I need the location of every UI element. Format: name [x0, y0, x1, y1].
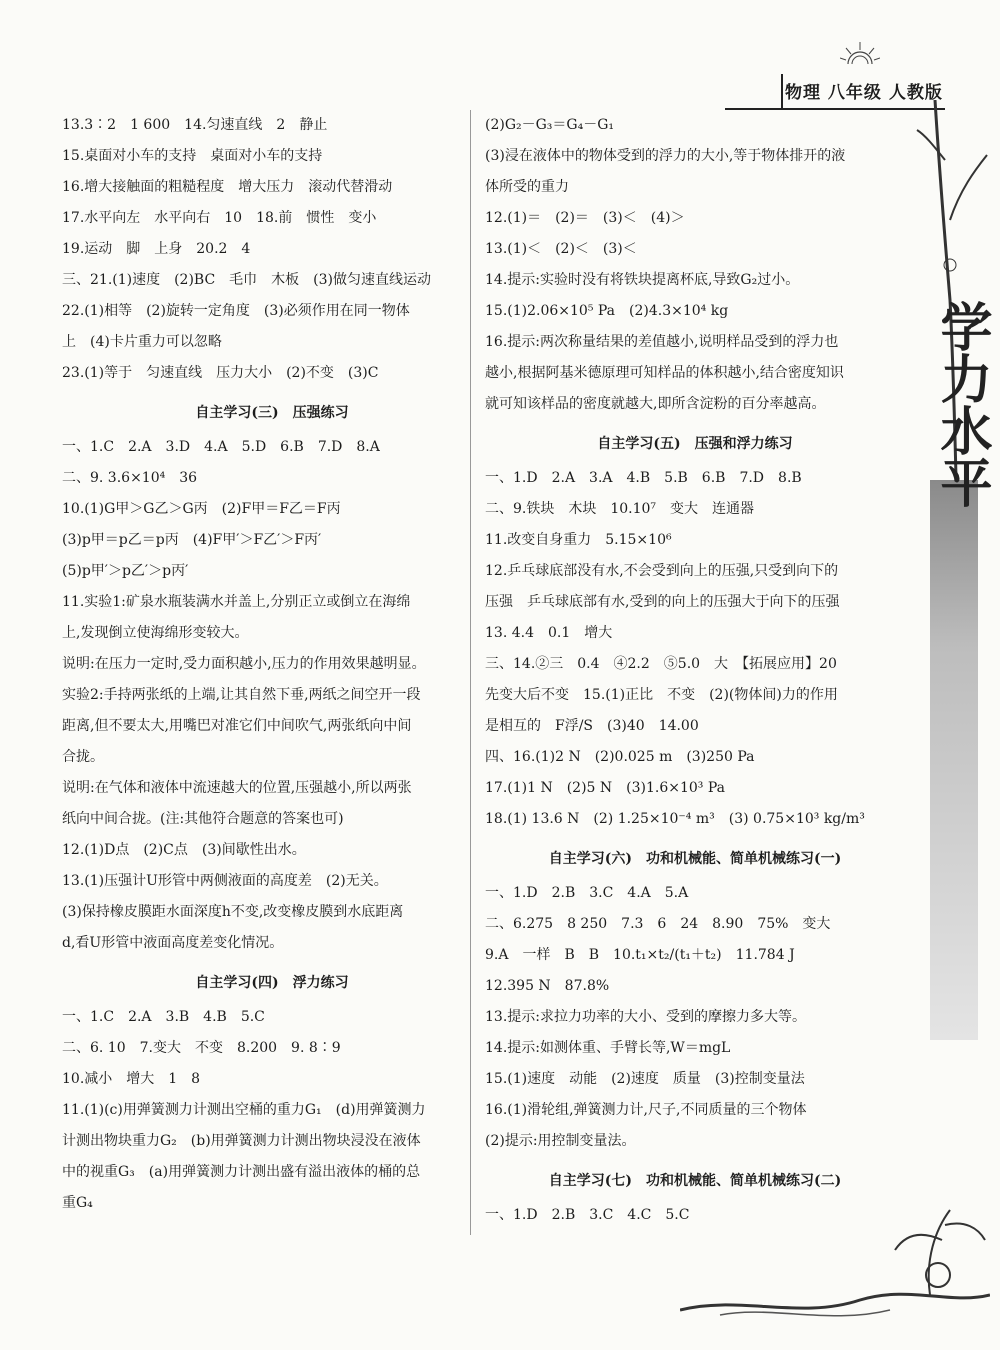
brand-logo: 学力水平	[931, 300, 992, 508]
answer-line: 13.提示:求拉力功率的大小、受到的摩擦力多大等。	[485, 1009, 806, 1025]
answer-line: 二、9.铁块 木块 10.10⁷ 变大 连通器	[485, 501, 755, 517]
answer-line: 四、16.(1)2 N (2)0.025 m (3)250 Pa	[485, 749, 755, 765]
answer-line: 说明:在压力一定时,受力面积越小,压力的作用效果越明显。	[62, 656, 426, 672]
plant-decoration-icon	[680, 1200, 990, 1330]
answer-line: 12.(1)D点 (2)C点 (3)间歇性出水。	[62, 842, 306, 858]
answer-line: 一、1.D 2.A 3.A 4.B 5.B 6.B 7.D 8.B	[485, 470, 802, 486]
section-heading: 自主学习(三) 压强练习	[195, 405, 349, 421]
answer-line: 23.(1)等于 匀速直线 压力大小 (2)不变 (3)C	[62, 365, 379, 381]
answer-line: 16.提示:两次称量结果的差值越小,说明样品受到的浮力也	[485, 334, 839, 350]
answer-line: 二、6.275 8 250 7.3 6 24 8.90 75% 变大	[485, 916, 831, 932]
answer-line: 22.(1)相等 (2)旋转一定角度 (3)必须作用在同一物体	[62, 303, 410, 319]
answer-line: 一、1.C 2.A 3.B 4.B 5.C	[62, 1009, 265, 1025]
answer-line: 越小,根据阿基米德原理可知样品的体积越小,结合密度知识	[485, 365, 844, 381]
answer-line: 一、1.D 2.B 3.C 4.A 5.A	[485, 885, 689, 901]
answer-line: 压强 乒乓球底部有水,受到的向上的压强大于向下的压强	[485, 594, 840, 610]
header-divider-tick	[781, 74, 783, 110]
answer-line: 合拢。	[62, 749, 104, 765]
answer-line: 15.(1)速度 动能 (2)速度 质量 (3)控制变量法	[485, 1071, 805, 1087]
answer-line: 10.减小 增大 1 8	[62, 1071, 201, 1087]
answer-line: 17.(1)1 N (2)5 N (3)1.6×10³ Pa	[485, 780, 725, 796]
answer-line: 纸向中间合拢。(注:其他符合题意的答案也可)	[62, 811, 344, 827]
answer-line: 13.(1)压强计U形管中两侧液面的高度差 (2)无关。	[62, 873, 388, 889]
answer-line: (2)提示:用控制变量法。	[485, 1133, 636, 1149]
answer-line: (3)p甲＝p乙＝p丙 (4)F甲′＞F乙′＞F丙′	[62, 532, 322, 548]
answer-line: 14.提示:实验时没有将铁块提离杯底,导致G₂过小。	[485, 272, 800, 288]
header-title: 物理 八年级 人教版	[785, 83, 943, 103]
answer-line: (5)p甲′＞p乙′＞p丙′	[62, 563, 189, 579]
answer-line: d,看U形管中液面高度差变化情况。	[62, 935, 284, 951]
answer-line: 中的视重G₃ (a)用弹簧测力计测出盛有溢出液体的桶的总	[62, 1164, 421, 1180]
answer-line: 9.A 一样 B B 10.t₁×t₂/(t₁＋t₂) 11.784 J	[485, 947, 795, 963]
left-column	[62, 110, 482, 1219]
answer-line: 18.(1) 13.6 N (2) 1.25×10⁻⁴ m³ (3) 0.75×10³ kg/m³	[485, 811, 865, 827]
answer-line: 12.(1)＝ (2)＝ (3)＜ (4)＞	[485, 210, 685, 226]
answer-line: 11.(1)(c)用弹簧测力计测出空桶的重力G₁ (d)用弹簧测力	[62, 1102, 426, 1118]
answer-line: 11.改变自身重力 5.15×10⁶	[485, 532, 672, 548]
answer-line: 12.395 N 87.8%	[485, 978, 610, 994]
answer-line: 说明:在气体和液体中流速越大的位置,压强越小,所以两张	[62, 780, 412, 796]
sun-icon	[840, 40, 880, 70]
right-column	[485, 110, 905, 1231]
answer-line: 就可知该样品的密度就越大,即所含淀粉的百分率越高。	[485, 396, 826, 412]
answer-line: 上,发现倒立使海绵形变较大。	[62, 625, 249, 641]
side-gradient-bar	[930, 480, 978, 1040]
answer-line: 二、9. 3.6×10⁴ 36	[62, 470, 198, 486]
answer-line: 10.(1)G甲＞G乙＞G丙 (2)F甲＝F乙＝F丙	[62, 501, 341, 517]
answer-line: 16.(1)滑轮组,弹簧测力计,尺子,不同质量的三个物体	[485, 1102, 807, 1118]
answer-line: 三、21.(1)速度 (2)BC 毛巾 木板 (3)做匀速直线运动	[62, 272, 432, 288]
answer-line: 12.乒乓球底部没有水,不会受到向上的压强,只受到向下的	[485, 563, 839, 579]
answer-line: (3)浸在液体中的物体受到的浮力的大小,等于物体排开的液	[485, 148, 846, 164]
answer-line: 13. 4.4 0.1 增大	[485, 625, 613, 641]
answer-line: (2)G₂－G₃＝G₄－G₁	[485, 117, 615, 133]
answer-line: 13.3∶2 1 600 14.匀速直线 2 静止	[62, 117, 328, 133]
answer-line: 15.(1)2.06×10⁵ Pa (2)4.3×10⁴ kg	[485, 303, 729, 319]
section-heading: 自主学习(七) 功和机械能、简单机械练习(二)	[548, 1173, 842, 1189]
answer-line: 重G₄	[62, 1195, 93, 1211]
section-heading: 自主学习(六) 功和机械能、简单机械练习(一)	[548, 851, 842, 867]
section-heading: 自主学习(四) 浮力练习	[195, 975, 349, 991]
answer-line: 距离,但不要太大,用嘴巴对准它们中间吹气,两张纸向中间	[62, 718, 412, 734]
answer-line: 19.运动 脚 上身 20.2 4	[62, 241, 251, 257]
section-heading: 自主学习(五) 压强和浮力练习	[597, 436, 793, 452]
answer-line: 是相互的 F浮/S (3)40 14.00	[485, 718, 699, 734]
answer-line: 11.实验1:矿泉水瓶装满水并盖上,分别正立或倒立在海绵	[62, 594, 411, 610]
answer-line: 三、14.②三 0.4 ④2.2 ⑤5.0 大 【拓展应用】20	[485, 656, 837, 672]
answer-line: 体所受的重力	[485, 179, 569, 195]
answer-line: 14.提示:如测体重、手臂长等,W＝mgL	[485, 1040, 731, 1056]
answer-line: 先变大后不变 15.(1)正比 不变 (2)(物体间)力的作用	[485, 687, 838, 703]
answer-line: 一、1.D 2.B 3.C 4.C 5.C	[485, 1207, 690, 1223]
answer-line: 实验2:手持两张纸的上端,让其自然下垂,两纸之间空开一段	[62, 687, 421, 703]
answer-line: 13.(1)＜ (2)＜ (3)＜	[485, 241, 637, 257]
answer-line: 二、6. 10 7.变大 不变 8.200 9. 8∶9	[62, 1040, 341, 1056]
answer-line: 一、1.C 2.A 3.D 4.A 5.D 6.B 7.D 8.A	[62, 439, 380, 455]
answer-line: 上 (4)卡片重力可以忽略	[62, 334, 222, 350]
answer-line: (3)保持橡皮膜距水面深度h不变,改变橡皮膜到水底距离	[62, 904, 404, 920]
answer-line: 17.水平向左 水平向右 10 18.前 惯性 变小	[62, 210, 377, 226]
answer-line: 16.增大接触面的粗糙程度 增大压力 滚动代替滑动	[62, 179, 393, 195]
answer-line: 计测出物块重力G₂ (b)用弹簧测力计测出物块浸没在液体	[62, 1133, 421, 1149]
answer-line: 15.桌面对小车的支持 桌面对小车的支持	[62, 148, 323, 164]
